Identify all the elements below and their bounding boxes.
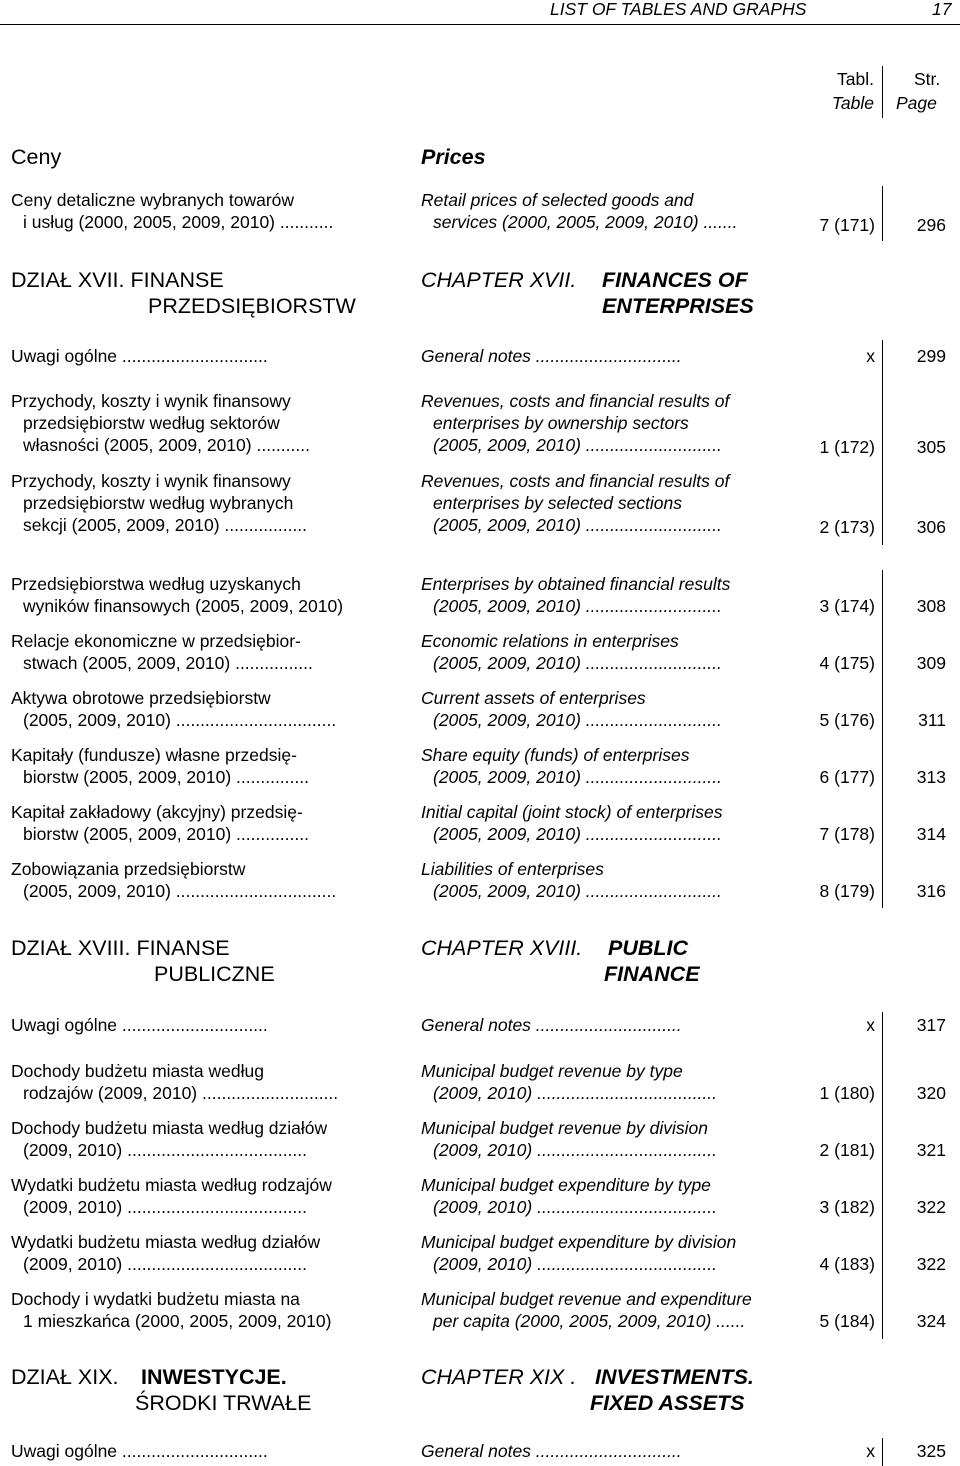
entry-pl-line: Kapitały (fundusze) własne przedsię- — [11, 745, 297, 765]
entry-pl-line: Kapitał zakładowy (akcyjny) przedsię- — [11, 802, 303, 822]
entry-en — [421, 630, 801, 674]
entry-pl-prices — [11, 189, 411, 233]
general-notes-en: General notes .............................. — [421, 1441, 682, 1461]
entry-pl — [11, 801, 411, 845]
entry-pl-line: Dochody budżetu miasta według — [11, 1061, 264, 1081]
entry-pl — [11, 1288, 411, 1332]
table-number: 4 (183) — [819, 1254, 875, 1274]
column-separator — [882, 570, 883, 908]
entry-pl-line: rodzajów (2009, 2010) ............................ — [23, 1083, 339, 1103]
entry-pl — [11, 858, 411, 902]
entry-pl-line: Ceny detaliczne wybranych towarów — [11, 190, 295, 210]
entry-pl — [11, 687, 411, 731]
chapter-heading-en-17-prefix: CHAPTER XVII. — [421, 268, 577, 292]
entry-en-line: Share equity (funds) of enterprises — [421, 745, 690, 765]
chapter-heading-en-17-line2: ENTERPRISES — [602, 294, 754, 318]
table-number: 6 (177) — [819, 767, 875, 787]
table-number: 7 (178) — [819, 824, 875, 844]
entry-en — [421, 858, 801, 902]
entry-pl-line: Aktywa obrotowe przedsiębiorstw — [11, 688, 271, 708]
page-number: 299 — [916, 346, 946, 366]
page-number: 317 — [916, 1015, 946, 1035]
entry-pl — [11, 744, 411, 788]
entry-pl — [11, 573, 411, 617]
chapter-heading-en-18-line2: FINANCE — [604, 962, 700, 986]
entry-pl-line: Wydatki budżetu miasta według rodzajów — [11, 1175, 332, 1195]
general-notes-pl: Uwagi ogólne .............................. — [11, 1441, 268, 1461]
entry-pl — [11, 1060, 411, 1104]
entry-en-line: (2005, 2009, 2010) ............................ — [433, 435, 722, 455]
table-number: x — [866, 1015, 875, 1035]
entry-en-line: (2009, 2010) ..................................... — [433, 1083, 717, 1103]
entry-en-line: (2005, 2009, 2010) ............................ — [433, 653, 722, 673]
column-head-page-en: Page — [896, 93, 937, 113]
page-number: 322 — [916, 1197, 946, 1217]
general-notes-pl: Uwagi ogólne .............................. — [11, 346, 268, 366]
table-number: 5 (176) — [819, 710, 875, 730]
table-number: 1 (180) — [819, 1083, 875, 1103]
entry-pl — [11, 390, 411, 456]
entry-pl-line: (2009, 2010) ..................................... — [23, 1254, 307, 1274]
entry-pl-line: Relacje ekonomiczne w przedsiębior- — [11, 631, 301, 651]
entry-pl — [11, 630, 411, 674]
section-heading-pl-prices: Ceny — [11, 145, 62, 169]
entry-en — [421, 573, 801, 617]
chapter-heading-pl-19-prefix: DZIAŁ XIX. — [11, 1365, 119, 1389]
entry-pl-line: biorstw (2005, 2009, 2010) ............... — [23, 767, 309, 787]
entry-pl — [11, 1231, 411, 1275]
entry-pl-line: Przychody, koszty i wynik finansowy — [11, 471, 291, 491]
table-number: 3 (182) — [819, 1197, 875, 1217]
entry-en-line: Municipal budget expenditure by division — [421, 1232, 737, 1252]
entry-pl-line: przedsiębiorstw według wybranych — [23, 493, 294, 513]
running-header-page-number: 17 — [932, 0, 952, 19]
chapter-heading-en-19-line2: FIXED ASSETS — [590, 1391, 745, 1415]
entry-en — [421, 470, 801, 536]
entry-pl-line: Dochody budżetu miasta według działów — [11, 1118, 328, 1138]
table-number: 8 (179) — [819, 881, 875, 901]
entry-en-line: (2009, 2010) ..................................... — [433, 1140, 717, 1160]
page-number: 311 — [918, 710, 946, 730]
chapter-heading-en-18: PUBLIC — [608, 936, 689, 960]
chapter-heading-en-17: FINANCES OF — [602, 268, 748, 292]
entry-en-line: Economic relations in enterprises — [421, 631, 679, 651]
entry-pl — [11, 1174, 411, 1218]
page-number: 309 — [916, 653, 946, 673]
entry-pl — [11, 470, 411, 536]
column-head-table-pl: Tabl. — [837, 69, 874, 89]
entry-en-line: (2005, 2009, 2010) ............................ — [433, 515, 722, 535]
entry-pl-line: własności (2005, 2009, 2010) ........... — [23, 435, 310, 455]
table-number: 2 (173) — [819, 517, 875, 537]
entry-en-line: (2005, 2009, 2010) ............................ — [433, 767, 722, 787]
column-separator — [882, 1012, 883, 1339]
entry-pl-line: biorstw (2005, 2009, 2010) ............... — [23, 824, 309, 844]
column-separator — [882, 66, 883, 118]
entry-pl — [11, 1117, 411, 1161]
entry-pl-line: stwach (2005, 2009, 2010) ................ — [23, 653, 313, 673]
entry-en-line: per capita (2000, 2005, 2009, 2010) ...... — [433, 1311, 746, 1331]
entry-en — [421, 1231, 801, 1275]
column-separator — [882, 1438, 883, 1466]
general-notes-pl: Uwagi ogólne .............................. — [11, 1015, 268, 1035]
entry-en-line: (2009, 2010) ..................................... — [433, 1197, 717, 1217]
page-number: 308 — [916, 596, 946, 616]
table-number: 4 (175) — [819, 653, 875, 673]
chapter-heading-pl-18-line2: PUBLICZNE — [154, 962, 275, 986]
entry-en-line: Municipal budget expenditure by type — [421, 1175, 711, 1195]
table-number: 7 (171) — [819, 215, 875, 235]
entry-en-line: enterprises by selected sections — [433, 493, 683, 513]
page-number: 316 — [916, 881, 946, 901]
general-notes-en: General notes .............................. — [421, 346, 682, 366]
chapter-heading-en-18-prefix: CHAPTER XVIII. — [421, 936, 583, 960]
entry-en-line: (2005, 2009, 2010) ............................ — [433, 881, 722, 901]
entry-en-line: enterprises by ownership sectors — [433, 413, 689, 433]
page-number: 324 — [916, 1311, 946, 1331]
column-head-table-en: Table — [831, 93, 874, 113]
entry-en — [421, 1060, 801, 1104]
chapter-heading-pl-18: DZIAŁ XVIII. FINANSE — [11, 936, 230, 960]
column-separator — [882, 186, 883, 241]
chapter-heading-pl-19: INWESTYCJE. — [141, 1365, 287, 1389]
chapter-heading-en-19: INVESTMENTS. — [595, 1365, 754, 1389]
entry-en-line: Revenues, costs and financial results of — [421, 471, 730, 491]
table-number: x — [866, 346, 875, 366]
entry-en-line: (2005, 2009, 2010) ............................ — [433, 596, 722, 616]
entry-pl-line: 1 mieszkańca (2000, 2005, 2009, 2010) — [23, 1311, 332, 1331]
entry-en-line: Enterprises by obtained financial results — [421, 574, 731, 594]
chapter-heading-pl-17-line2: PRZEDSIĘBIORSTW — [148, 294, 356, 318]
entry-en — [421, 801, 801, 845]
table-number: x — [866, 1441, 875, 1461]
page-number: 313 — [916, 767, 946, 787]
entry-en — [421, 1288, 801, 1332]
chapter-heading-pl-17: DZIAŁ XVII. FINANSE — [11, 268, 224, 292]
table-number: 1 (172) — [819, 437, 875, 457]
general-notes-en: General notes .............................. — [421, 1015, 682, 1035]
entry-pl-line: Zobowiązania przedsiębiorstw — [11, 859, 246, 879]
page-number: 322 — [916, 1254, 946, 1274]
entry-en-line: Municipal budget revenue and expenditure — [421, 1289, 752, 1309]
entry-pl-line: Dochody i wydatki budżetu miasta na — [11, 1289, 300, 1309]
entry-pl-line: (2009, 2010) ..................................... — [23, 1140, 307, 1160]
column-head-page-pl: Str. — [914, 69, 941, 89]
entry-en-prices — [421, 189, 801, 233]
entry-pl-line: (2005, 2009, 2010) ................................. — [23, 881, 337, 901]
entry-en-line: (2005, 2009, 2010) ............................ — [433, 710, 722, 730]
entry-en-line: services (2000, 2005, 2009, 2010) ....... — [433, 212, 738, 232]
page-number: 296 — [916, 215, 946, 235]
header-rule — [0, 24, 960, 25]
entry-en-line: Current assets of enterprises — [421, 688, 646, 708]
entry-pl-line: Przychody, koszty i wynik finansowy — [11, 391, 291, 411]
entry-pl-line: (2009, 2010) ..................................... — [23, 1197, 307, 1217]
page-number: 305 — [916, 437, 946, 457]
entry-pl-line: wyników finansowych (2005, 2009, 2010) — [23, 596, 344, 616]
entry-en — [421, 1117, 801, 1161]
entry-en-line: (2005, 2009, 2010) ............................ — [433, 824, 722, 844]
chapter-heading-en-19-prefix: CHAPTER XIX . — [421, 1365, 577, 1389]
entry-pl-line: i usług (2000, 2005, 2009, 2010) ........... — [23, 212, 334, 232]
entry-en — [421, 744, 801, 788]
entry-en — [421, 687, 801, 731]
entry-en-line: Revenues, costs and financial results of — [421, 391, 730, 411]
page-number: 306 — [916, 517, 946, 537]
entry-en-line: Initial capital (joint stock) of enterprises — [421, 802, 723, 822]
table-number: 3 (174) — [819, 596, 875, 616]
entry-pl-line: przedsiębiorstw według sektorów — [23, 413, 280, 433]
page-number: 325 — [916, 1441, 946, 1461]
entry-pl-line: (2005, 2009, 2010) ................................. — [23, 710, 337, 730]
table-number: 2 (181) — [819, 1140, 875, 1160]
chapter-heading-pl-19-line2: ŚRODKI TRWAŁE — [135, 1391, 312, 1415]
entry-en-line: Liabilities of enterprises — [421, 859, 604, 879]
page-number: 321 — [916, 1140, 946, 1160]
entry-pl-line: sekcji (2005, 2009, 2010) ................. — [23, 515, 308, 535]
entry-en-line: Municipal budget revenue by division — [421, 1118, 708, 1138]
entry-en-line: Municipal budget revenue by type — [421, 1061, 683, 1081]
entry-en-line: (2009, 2010) ..................................... — [433, 1254, 717, 1274]
entry-pl-line: Wydatki budżetu miasta według działów — [11, 1232, 321, 1252]
entry-pl-line: Przedsiębiorstwa według uzyskanych — [11, 574, 301, 594]
table-number: 5 (184) — [819, 1311, 875, 1331]
column-separator — [882, 340, 883, 545]
running-header-title: LIST OF TABLES AND GRAPHS — [550, 0, 807, 19]
section-heading-en-prices: Prices — [421, 145, 486, 169]
entry-en — [421, 1174, 801, 1218]
page-number: 320 — [916, 1083, 946, 1103]
entry-en-line: Retail prices of selected goods and — [421, 190, 694, 210]
entry-en — [421, 390, 801, 456]
page-number: 314 — [916, 824, 946, 844]
